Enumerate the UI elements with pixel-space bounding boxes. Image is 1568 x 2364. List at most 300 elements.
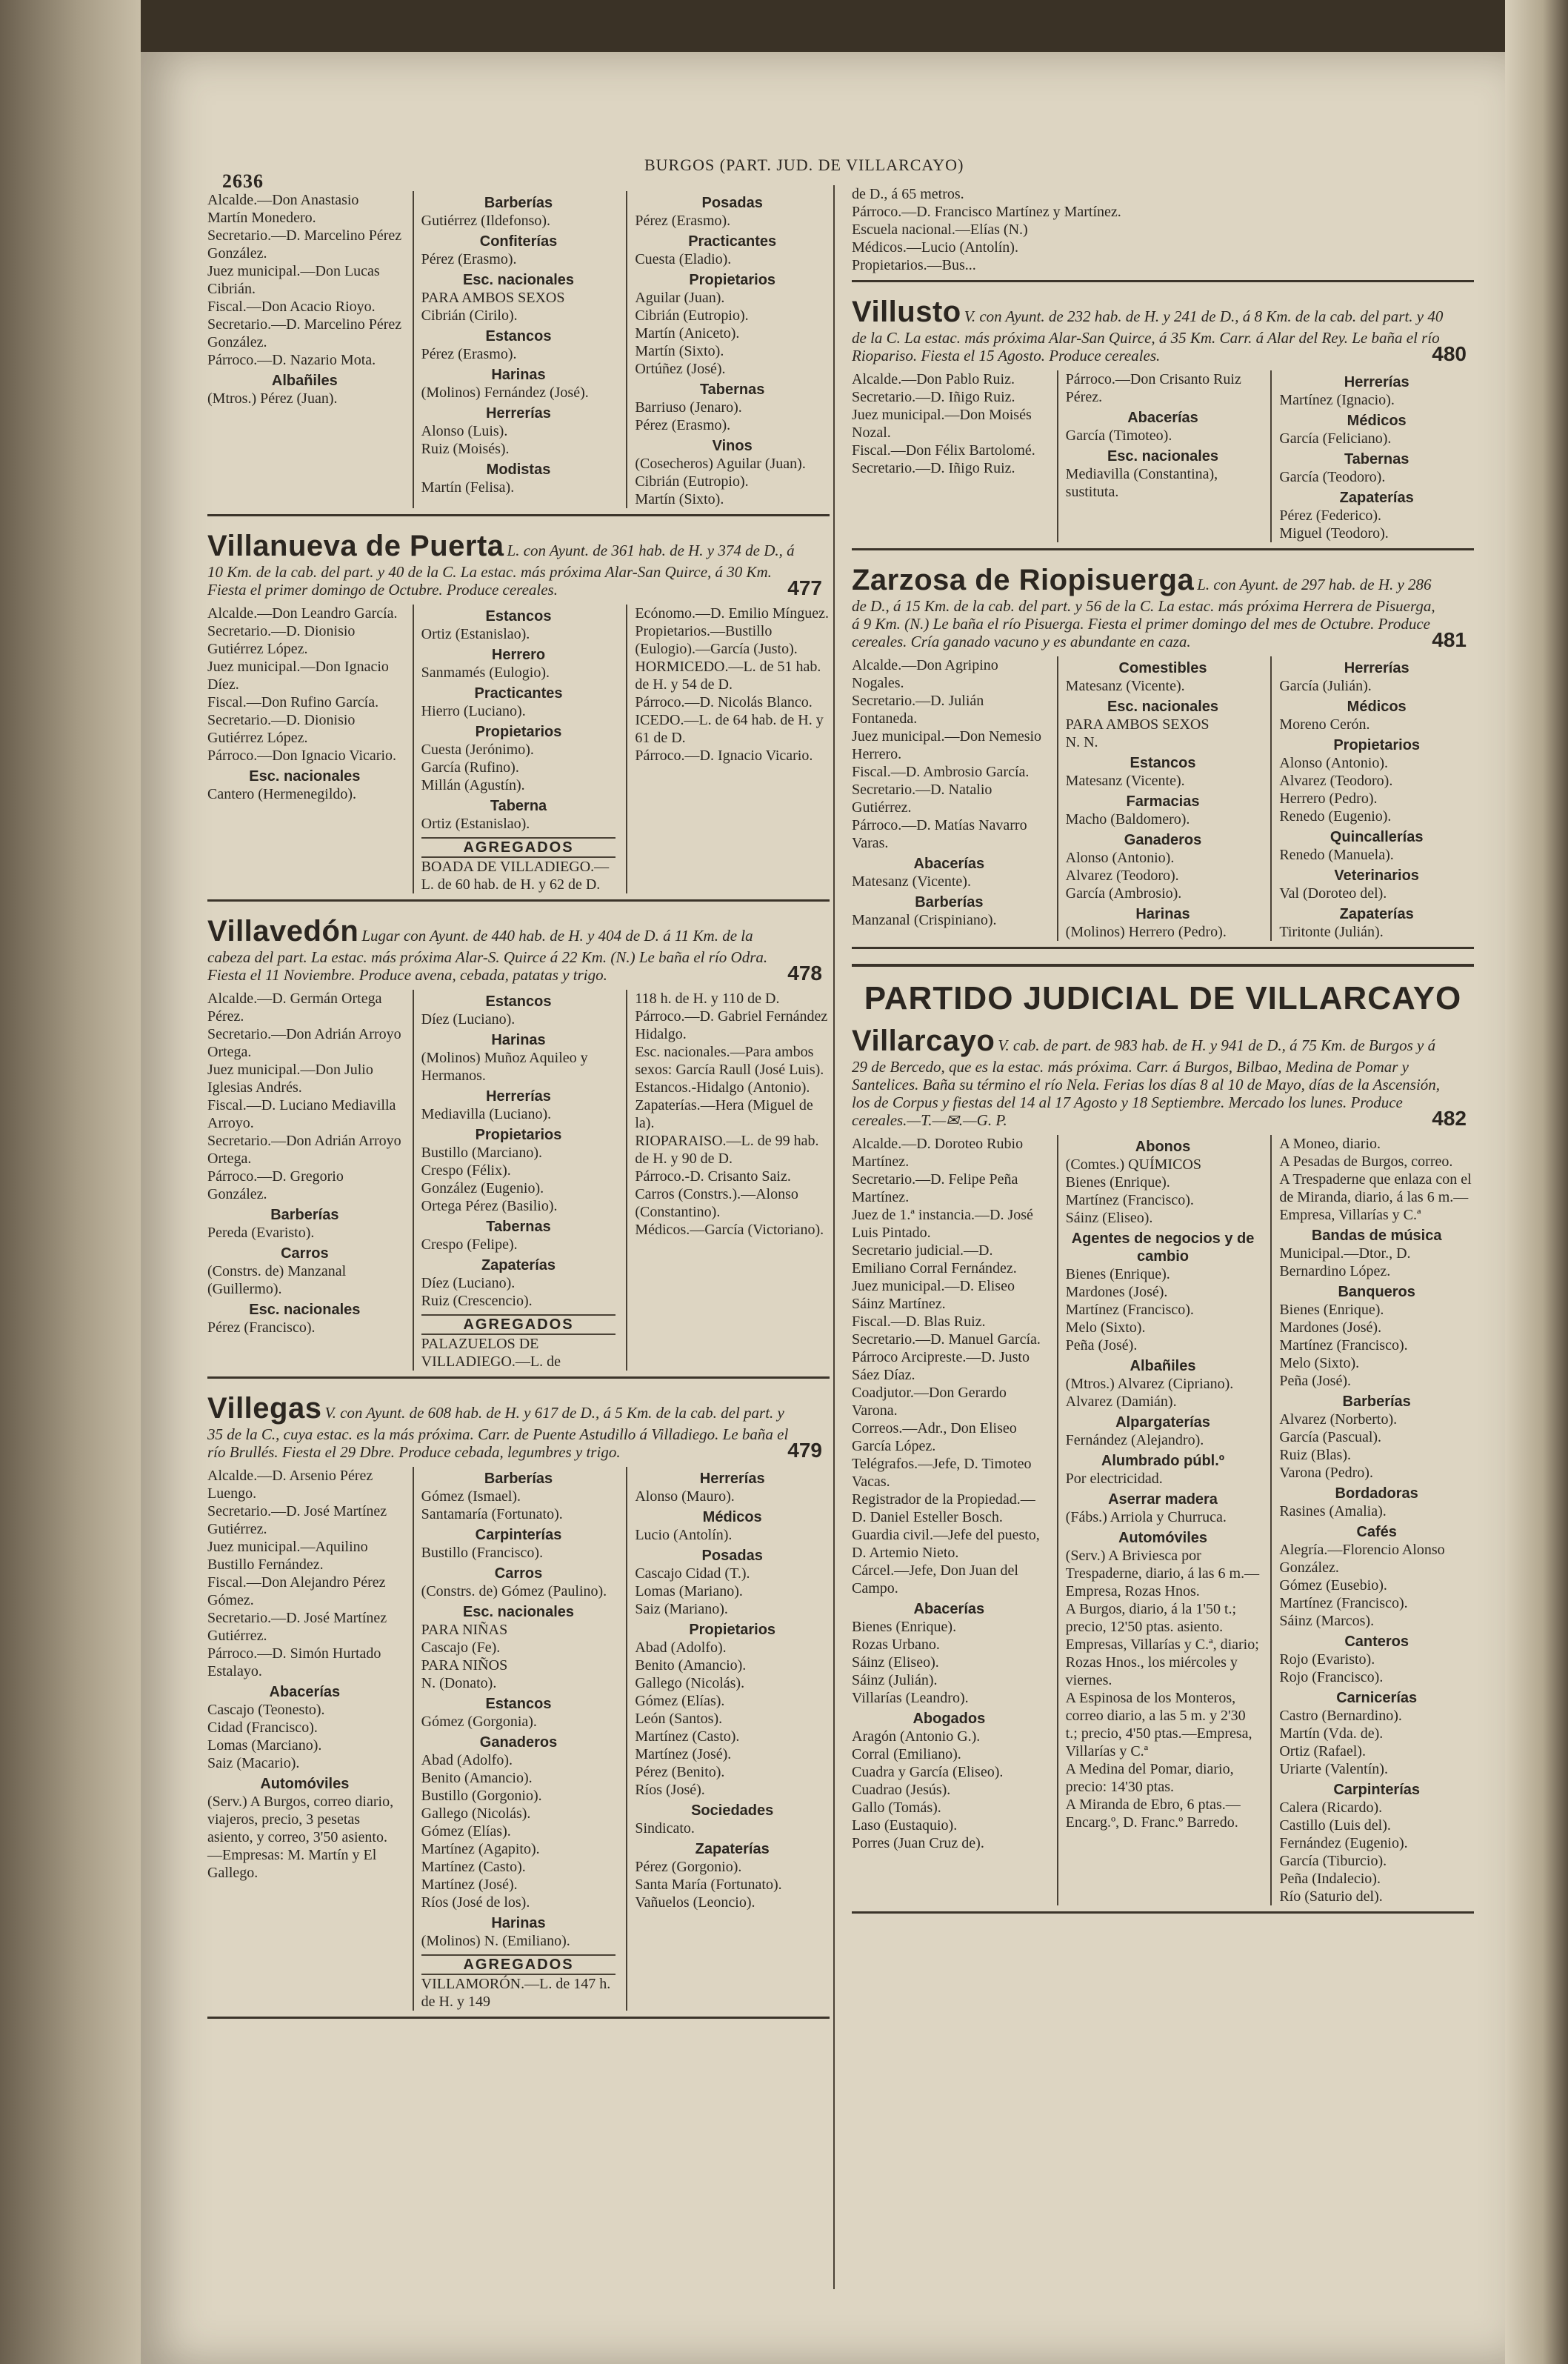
listing-item: Cibrián (Eutropio). xyxy=(635,307,749,324)
listing-item: Mardones (José). xyxy=(1065,1284,1168,1300)
listing-item: Cascajo (Teonesto). xyxy=(207,1702,325,1718)
listing-item: Castillo (Luis del). xyxy=(1279,1817,1391,1834)
official-item: Propietarios.—Bustillo (Eulogio).—García (Justo). xyxy=(635,623,798,657)
official-item: RIOPARAISO.—L. de 99 hab. de H. y 90 de D. xyxy=(635,1133,819,1167)
right-column xyxy=(852,185,1474,1927)
listing-item: Lomas (Mariano). xyxy=(635,1583,743,1599)
entry-col-1 xyxy=(852,1135,1047,1905)
entry-villanueva xyxy=(207,530,830,902)
official-item: Juez municipal.—D. Eliseo Sáinz Martínez. xyxy=(852,1278,1015,1312)
listing-item: Martín (Sixto). xyxy=(635,491,724,507)
entry-description: V. con Ayunt. de 232 hab. de H. y 241 de D., á 8 Km. de la cab. del part. y 40 de la C. La estac. más próxima Alar-San Quirce, á 35 Km. Carr. á Alar del Rey. Le baña el río Riopariso. Fiesta el 15 Agosto. Produce cereales. xyxy=(852,307,1444,364)
official-item: 118 h. de H. y 110 de D. xyxy=(635,990,780,1007)
listing-item: García (Julián). xyxy=(1279,678,1372,694)
entry-header xyxy=(852,296,1474,364)
listing-item: Alvarez (Teodoro). xyxy=(1065,868,1179,884)
listing-item: Ortúñez (José). xyxy=(635,361,726,377)
listing-item: Barriuso (Jenaro). xyxy=(635,399,742,416)
official-item: Secretario.—D. Dionisio Gutiérrez López. xyxy=(207,712,356,746)
listing-item: Moreno Cerón. xyxy=(1279,716,1370,733)
entry-header xyxy=(852,1025,1474,1129)
listing-item: Aguilar (Juan). xyxy=(635,290,725,306)
entry-name: Villegas xyxy=(207,1392,322,1425)
listing-item: (Comtes.) QUÍMICOS xyxy=(1065,1156,1202,1173)
official-item: Secretario.—D. Marcelino Pérez González. xyxy=(207,316,402,350)
entry-col-1 xyxy=(852,370,1047,542)
listing-item: Cidad (Francisco). xyxy=(207,1719,318,1736)
running-title: BURGOS (PART. JUD. DE VILLARCAYO) xyxy=(644,156,964,174)
listing-item: Hierro (Luciano). xyxy=(421,703,526,719)
listing-item: Mediavilla (Constantina), sustituta. xyxy=(1065,466,1218,500)
listing-item: Cascajo Cidad (T.). xyxy=(635,1565,750,1582)
listing-item: (Mtros.) Alvarez (Cipriano). xyxy=(1065,1376,1234,1392)
listing-item: Sáinz (Eliseo). xyxy=(852,1654,939,1671)
official-item: Carros (Constrs.).—Alonso (Constantino). xyxy=(635,1186,798,1220)
entry-col-3 xyxy=(1270,656,1474,941)
listing-item: Martín (Sixto). xyxy=(635,343,724,359)
listing-item: Crespo (Felipe). xyxy=(421,1236,518,1253)
official-item: Fiscal.—Don Acacio Rioyo. xyxy=(207,299,376,315)
listing-item: Párroco.—Don Crisanto Ruiz Pérez. xyxy=(1065,371,1241,405)
official-item: Cárcel.—Jefe, Don Juan del Campo. xyxy=(852,1562,1018,1596)
entry-villarcayo xyxy=(852,1025,1474,1914)
official-item: Juez de 1.ª instancia.—D. José Luis Pintado. xyxy=(852,1207,1033,1241)
section-heading: Modistas xyxy=(486,462,551,478)
entry-col-2 xyxy=(413,191,616,508)
listing-item: Peña (José). xyxy=(1279,1373,1351,1389)
entry-col-1 xyxy=(852,656,1047,941)
official-item: Alcalde.—Don Pablo Ruiz. xyxy=(852,371,1015,387)
left-column xyxy=(207,185,830,2032)
listing-item: Bienes (Enrique). xyxy=(852,1619,957,1635)
official-item: Secretario.—D. José Martínez Gutiérrez. xyxy=(207,1503,387,1537)
listing-item: Ortiz (Estanislao). xyxy=(421,816,530,832)
agregados-heading: AGREGADOS xyxy=(421,1314,616,1335)
entry-columns xyxy=(852,370,1474,542)
agregados-heading: AGREGADOS xyxy=(421,1954,616,1975)
entry-zarzosa xyxy=(852,564,1474,949)
listing-item: (Constrs. de) Manzanal (Guillermo). xyxy=(207,1263,347,1297)
section-heading: Harinas xyxy=(491,1032,546,1048)
entry-col-3 xyxy=(626,1467,830,2011)
official-item: Párroco Arcipreste.—D. Justo Sáez Díaz. xyxy=(852,1349,1030,1383)
official-item: Juez municipal.—Don Julio Iglesias Andrés. xyxy=(207,1062,373,1096)
section-heading: Herrerías xyxy=(1344,660,1409,676)
section-heading: Zapaterías xyxy=(695,1841,770,1857)
section-heading: Barberías xyxy=(1342,1394,1411,1410)
page xyxy=(141,52,1505,2364)
listing-item: Manzanal (Crispiniano). xyxy=(852,912,997,928)
entry-columns xyxy=(852,656,1474,941)
entry-col-3 xyxy=(626,191,830,508)
listing-item: Benito (Amancio). xyxy=(635,1657,747,1674)
listing-item: Abad (Adolfo). xyxy=(635,1639,727,1656)
listing-item: Gómez (Eusebio). xyxy=(1279,1577,1387,1594)
entry-number: 480 xyxy=(1432,342,1467,365)
listing-item: Cascajo (Fe). xyxy=(421,1639,501,1656)
listing-item: (Constrs. de) Gómez (Paulino). xyxy=(421,1583,607,1599)
official-item: Médicos.—García (Victoriano). xyxy=(635,1222,824,1238)
official-item: Alcalde.—D. Doroteo Rubio Martínez. xyxy=(852,1136,1024,1170)
official-item: Secretario.—D. Natalio Gutiérrez. xyxy=(852,782,992,816)
listing-item: Bustillo (Gorgonio). xyxy=(421,1788,542,1804)
listing-item: Renedo (Manuela). xyxy=(1279,847,1394,863)
listing-item: N. N. xyxy=(1065,734,1098,750)
section-heading: Carpinterías xyxy=(475,1527,562,1543)
listing-item: Bustillo (Francisco). xyxy=(421,1545,544,1561)
section-heading: Automóviles xyxy=(1118,1530,1208,1546)
entry-villavedon xyxy=(207,915,830,1379)
section-heading: Esc. nacionales xyxy=(249,1302,361,1318)
listing-item: Saiz (Mariano). xyxy=(635,1601,728,1617)
agregados-text: PALAZUELOS DE VILLADIEGO.—L. de xyxy=(421,1336,561,1370)
official-item: Párroco.—D. Nicolás Blanco. xyxy=(635,694,813,710)
listing-item: Pérez (Erasmo). xyxy=(635,417,731,433)
entry-col-3 xyxy=(1270,1135,1474,1905)
listing-item: García (Ambrosio). xyxy=(1065,885,1182,902)
official-item: Juez municipal.—Don Nemesio Herrero. xyxy=(852,728,1042,762)
listing-item: Millán (Agustín). xyxy=(421,777,525,793)
section-heading: Canteros xyxy=(1344,1634,1409,1650)
listing-item: A Burgos, diario, á la 1'50 t.; precio, 12'50 ptas. asiento. Empresas, Villarías y C.ª, diario; Rozas Hnos., los miércoles y viernes. xyxy=(1065,1601,1259,1688)
entry-villusto xyxy=(852,296,1474,550)
official-item: Fiscal.—D. Ambrosio García. xyxy=(852,764,1030,780)
section-heading: Barberías xyxy=(270,1207,339,1223)
official-item: Alcalde.—D. Germán Ortega Pérez. xyxy=(207,990,382,1025)
listing-item: Martínez (José). xyxy=(635,1746,732,1762)
section-heading: Propietarios xyxy=(689,1622,776,1638)
listing-item: Cibrián (Cirilo). xyxy=(421,307,518,324)
listing-item: Díez (Luciano). xyxy=(421,1011,516,1028)
section-heading: Propietarios xyxy=(475,724,562,740)
listing-item: Crespo (Félix). xyxy=(421,1162,511,1179)
entry-description: V. con Ayunt. de 608 hab. de H. y 617 de D., á 5 Km. de la cab. del part. y 35 de la C., cuya estac. es la más próxima. Carr. de Puente Astudillo á Villadiego. Le baña el río Brullés. Fiesta el 29 Dbre. Produce cebada, legumbres y trigo. xyxy=(207,1404,789,1461)
official-item: Fiscal.—Don Alejandro Pérez Gómez. xyxy=(207,1574,386,1608)
section-heading: Barberías xyxy=(915,894,984,910)
section-heading: Posadas xyxy=(701,1548,763,1564)
official-item: Juez municipal.—Don Ignacio Díez. xyxy=(207,659,389,693)
section-heading: Estancos xyxy=(485,993,552,1010)
listing-item: PARA NIÑOS xyxy=(421,1657,508,1674)
entry-number: 482 xyxy=(1432,1107,1467,1130)
entry-col-3 xyxy=(626,605,830,893)
listing-item: Vañuelos (Leoncio). xyxy=(635,1894,755,1911)
section-heading: Comestibles xyxy=(1118,660,1207,676)
section-heading: Herrerías xyxy=(486,1088,551,1105)
entry-number: 481 xyxy=(1432,628,1467,651)
section-heading: Propietarios xyxy=(689,272,776,288)
entry-villegas xyxy=(207,1392,830,2019)
entry-name: Villusto xyxy=(852,296,961,328)
section-heading: Bordadoras xyxy=(1335,1485,1418,1502)
listing-item: Ríos (José). xyxy=(635,1782,705,1798)
agregados-text: VILLAMORÓN.—L. de 147 h. de H. y 149 xyxy=(421,1976,611,2010)
official-item: Alcalde.—D. Arsenio Pérez Luengo. xyxy=(207,1468,373,1502)
official-item: Juez municipal.—Aquilino Bustillo Fernández. xyxy=(207,1539,368,1573)
listing-item: Ruiz (Crescencio). xyxy=(421,1293,533,1309)
listing-item: Corral (Emiliano). xyxy=(852,1746,961,1762)
section-heading: Harinas xyxy=(491,1915,546,1931)
listing-item: Santa María (Fortunato). xyxy=(635,1877,782,1893)
listing-item: Martínez (Casto). xyxy=(421,1859,526,1875)
listing-item: Lomas (Marciano). xyxy=(207,1737,322,1754)
entry-continued-top xyxy=(207,191,830,516)
section-heading: Carros xyxy=(494,1565,543,1582)
listing-item: Alvarez (Teodoro). xyxy=(1279,773,1393,789)
entry-col-2 xyxy=(413,1467,616,2011)
section-heading: Tabernas xyxy=(486,1219,551,1235)
entry-name: Zarzosa de Riopisuerga xyxy=(852,564,1195,596)
official-item: Párroco.—D. Francisco Martínez y Martínez. xyxy=(852,204,1121,220)
section-heading: Esc. nacionales xyxy=(462,272,575,288)
official-item: Correos.—Adr., Don Eliseo García López. xyxy=(852,1420,1017,1454)
listing-item: Matesanz (Vicente). xyxy=(1065,773,1185,789)
listing-item: Cuesta (Eladio). xyxy=(635,251,732,267)
section-heading: Bandas de música xyxy=(1311,1228,1442,1244)
listing-item: Fernández (Alejandro). xyxy=(1065,1432,1204,1448)
listing-item: Cuadrao (Jesús). xyxy=(852,1782,951,1798)
listing-item: Cibrián (Eutropio). xyxy=(635,473,749,490)
entry-name: Villarcayo xyxy=(852,1025,995,1057)
section-heading: Herrerías xyxy=(1344,374,1409,390)
official-item: Secretario.—D. Iñigo Ruiz. xyxy=(852,460,1015,476)
entry-columns xyxy=(207,605,830,893)
listing-item: Fernández (Eugenio). xyxy=(1279,1835,1408,1851)
listing-item: Bienes (Enrique). xyxy=(1065,1174,1170,1191)
section-heading: Ganaderos xyxy=(1124,832,1202,848)
entry-col-2 xyxy=(413,990,616,1371)
official-item: Párroco.—D. Gregorio González. xyxy=(207,1168,344,1202)
listing-item: Gallego (Nicolás). xyxy=(421,1805,531,1822)
official-item: Escuela nacional.—Elías (N.) xyxy=(852,222,1028,238)
official-item: Secretario.—D. Manuel García. xyxy=(852,1331,1041,1348)
listing-item: García (Teodoro). xyxy=(1279,469,1386,485)
listing-item: (Molinos) Herrero (Pedro). xyxy=(1065,924,1227,940)
official-item: Médicos.—Lucio (Antolín). xyxy=(852,239,1018,256)
official-item: Juez municipal.—Don Lucas Cibrián. xyxy=(207,263,380,297)
listing-item: Ortiz (Rafael). xyxy=(1279,1743,1366,1759)
entry-col-3 xyxy=(1270,370,1474,542)
listing-item: Ortega Pérez (Basilio). xyxy=(421,1198,558,1214)
section-heading: Practicantes xyxy=(688,233,777,250)
listing-item: Tiritonte (Julián). xyxy=(1279,924,1384,940)
listing-item: Martín (Vda. de). xyxy=(1279,1725,1384,1742)
listing-item: Saiz (Macario). xyxy=(207,1755,300,1771)
listing-item: Pérez (Erasmo). xyxy=(635,213,731,229)
listing-item: Santamaría (Fortunato). xyxy=(421,1506,563,1522)
official-item: Fiscal.—Don Félix Bartolomé. xyxy=(852,442,1035,459)
listing-item: A Medina del Pomar, diario, precio: 14'30 ptas. xyxy=(1065,1761,1234,1795)
official-item: Alcalde.—Don Agripino Nogales. xyxy=(852,657,998,691)
section-heading: Estancos xyxy=(485,608,552,625)
section-heading: Herrero xyxy=(491,647,546,663)
agregados-text: BOADA DE VILLADIEGO.—L. de 60 hab. de H. y 62 de D. xyxy=(421,859,610,893)
section-heading: Médicos xyxy=(1347,413,1407,429)
section-heading: Esc. nacionales xyxy=(249,768,361,785)
listing-item: Alonso (Antonio). xyxy=(1279,755,1389,771)
listing-item: Rojo (Francisco). xyxy=(1279,1669,1384,1685)
entry-number: 478 xyxy=(787,962,822,985)
section-heading: Harinas xyxy=(1135,906,1190,922)
listing-item: Mardones (José). xyxy=(1279,1319,1382,1336)
official-item: Párroco.—D. Simón Hurtado Estalayo. xyxy=(207,1645,381,1679)
listing-item: Villarías (Leandro). xyxy=(852,1690,969,1706)
section-heading: Tabernas xyxy=(699,382,765,398)
entry-col-3 xyxy=(626,990,830,1371)
official-item: Juez municipal.—Don Moisés Nozal. xyxy=(852,407,1032,441)
section-heading: Estancos xyxy=(485,1696,552,1712)
entry-description: L. con Ayunt. de 297 hab. de H. y 286 de D., á 15 Km. de la cab. del part. y 56 de la C. La estac. más próxima Herrera de Pisuerga, á 9 Km. (N.) Le baña el río Pisuerga. Fiesta el primer domingo del mes de Octubre. Produce cereales. Cría ganado vacuno y es abundante en caza. xyxy=(852,576,1435,650)
entry-name: Villanueva de Puerta xyxy=(207,530,504,562)
listing-item: Benito (Amancio). xyxy=(421,1770,533,1786)
listing-item: A Miranda de Ebro, 6 ptas.—Encarg.º, D. Franc.º Barredo. xyxy=(1065,1797,1241,1831)
section-heading: Esc. nacionales xyxy=(1107,699,1219,715)
listing-item: Alegría.—Florencio Alonso González. xyxy=(1279,1542,1445,1576)
continued-lines xyxy=(852,185,1474,274)
listing-item: Martín (Aniceto). xyxy=(635,325,740,342)
listing-item: Uriarte (Valentín). xyxy=(1279,1761,1388,1777)
listing-item: (Serv.) A Briviesca por Trespaderne, diario, á las 6 m.—Empresa, Rozas Hnos. xyxy=(1065,1548,1260,1599)
section-heading: Vinos xyxy=(712,438,753,454)
section-heading: Carros xyxy=(281,1245,329,1262)
listing-item: Bienes (Enrique). xyxy=(1065,1266,1170,1282)
entry-name: Villavedón xyxy=(207,915,359,948)
listing-item: León (Santos). xyxy=(635,1711,723,1727)
listing-item: Martínez (Ignacio). xyxy=(1279,392,1395,408)
listing-item: Pérez (Francisco). xyxy=(207,1319,316,1336)
section-heading: Estancos xyxy=(485,328,552,344)
section-heading: Herrerías xyxy=(486,405,551,422)
listing-item: Peña (José). xyxy=(1065,1337,1138,1354)
listing-item: Martínez (José). xyxy=(421,1877,518,1893)
entry-col-2 xyxy=(1057,1135,1261,1905)
listing-item: PARA AMBOS SEXOS xyxy=(421,290,565,306)
section-heading: Sociedades xyxy=(691,1802,774,1819)
listing-item: Pérez (Gorgonio). xyxy=(635,1859,742,1875)
listing-item: Cuesta (Jerónimo). xyxy=(421,742,534,758)
listing-item: Peña (Indalecio). xyxy=(1279,1871,1381,1887)
entry-columns xyxy=(207,191,830,508)
section-heading: Alumbrado públ.º xyxy=(1101,1453,1225,1469)
official-item: de D., á 65 metros. xyxy=(852,186,964,202)
entry-description: V. cab. de part. de 983 hab. de H. y 941 de D., á 75 Km. de Burgos y á 29 de Bercedo, que es la estac. más próxima. Carr. á Burgos, Bilbao, Medina de Pomar y Santelices. Baña su término el río Nela. Ferias los días 8 al 10 de Mayo, días de la Ascensión, los de Corpus y fiestas del 14 al 17 Agosto y 18 Septiembre. Mercado los lunes. Produce cereales.—T.—✉.—G. P. xyxy=(852,1036,1441,1129)
listing-item: Alonso (Luis). xyxy=(421,423,508,439)
official-item: Esc. nacionales.—Para ambos sexos: García Raull (José Luis). xyxy=(635,1044,824,1078)
listing-item: (Fábs.) Arriola y Churruca. xyxy=(1065,1509,1227,1525)
entry-col-1 xyxy=(207,1467,402,2011)
section-heading: Tabernas xyxy=(1344,451,1409,467)
listing-item: A Pesadas de Burgos, correo. xyxy=(1279,1153,1453,1170)
listing-item: Gómez (Gorgonia). xyxy=(421,1714,537,1730)
listing-item: Martín (Felisa). xyxy=(421,479,515,496)
entry-description: Lugar con Ayunt. de 440 hab. de H. y 404 de D. á 11 Km. de la cabeza del part. La estac. más próxima Alar-S. Quirce á 22 Km. (N.) Le baña el río Odra. Fiesta el 11 Noviembre. Produce avena, cebada, patatas y trigo. xyxy=(207,927,768,984)
listing-item: Martínez (Francisco). xyxy=(1065,1302,1194,1318)
section-heading: Carpinterías xyxy=(1333,1782,1421,1798)
official-item: Coadjutor.—Don Gerardo Varona. xyxy=(852,1385,1007,1419)
official-item: Telégrafos.—Jefe, D. Timoteo Vacas. xyxy=(852,1456,1032,1490)
section-heading: Abonos xyxy=(1135,1139,1191,1155)
section-heading: Aserrar madera xyxy=(1108,1491,1218,1508)
agregados-heading: AGREGADOS xyxy=(421,837,616,858)
listing-item: Alvarez (Norberto). xyxy=(1279,1411,1398,1428)
listing-item: Porres (Juan Cruz de). xyxy=(852,1835,984,1851)
official-item: Secretario.—D. Iñigo Ruiz. xyxy=(852,389,1015,405)
official-item: Registrador de la Propiedad.—D. Daniel Esteller Bosch. xyxy=(852,1491,1035,1525)
entry-header xyxy=(852,564,1474,650)
listing-item: Ruiz (Blas). xyxy=(1279,1447,1351,1463)
listing-item: Miguel (Teodoro). xyxy=(1279,525,1389,542)
listing-item: Pereda (Evaristo). xyxy=(207,1225,315,1241)
listing-item: García (Timoteo). xyxy=(1065,427,1172,444)
entry-col-2 xyxy=(1057,370,1261,542)
listing-item: (Mtros.) Pérez (Juan). xyxy=(207,390,338,407)
listing-item: Gómez (Ismael). xyxy=(421,1488,521,1505)
listing-item: Alvarez (Damián). xyxy=(1065,1394,1177,1410)
partido-heading: PARTIDO JUDICIAL DE VILLARCAYO xyxy=(852,964,1474,1017)
official-item: Fiscal.—D. Blas Ruiz. xyxy=(852,1313,986,1330)
official-item: Secretario.—Don Adrián Arroyo Ortega. xyxy=(207,1026,401,1060)
official-item: Secretario judicial.—D. Emiliano Corral Fernández. xyxy=(852,1242,1017,1276)
listing-item: Cuadra y García (Eliseo). xyxy=(852,1764,1004,1780)
listing-item: Gómez (Elías). xyxy=(421,1823,511,1839)
listing-item: (Molinos) Fernández (José). xyxy=(421,384,589,401)
listing-item: Ríos (José de los). xyxy=(421,1894,530,1911)
entry-columns xyxy=(207,1467,830,2011)
official-item: Fiscal.—Don Rufino García. xyxy=(207,694,379,710)
listing-item: González (Eugenio). xyxy=(421,1180,544,1196)
listing-item: Abad (Adolfo). xyxy=(421,1752,513,1768)
section-heading: Abacerías xyxy=(269,1684,341,1700)
official-item: ICEDO.—L. de 64 hab. de H. y 61 de D. xyxy=(635,712,824,746)
listing-item: Alonso (Antonio). xyxy=(1065,850,1175,866)
official-item: HORMICEDO.—L. de 51 hab. de H. y 54 de D. xyxy=(635,659,821,693)
entry-col-1 xyxy=(207,990,402,1371)
section-heading: Practicantes xyxy=(474,685,563,702)
section-heading: Albañiles xyxy=(271,373,338,389)
listing-item: (Serv.) A Burgos, correo diario, viajeros, precio, 3 pesetas asiento, y correo, 3'50 asiento.—Empresas: M. Martín y El Gallego. xyxy=(207,1794,394,1881)
official-item: Párroco.—Don Ignacio Vicario. xyxy=(207,748,397,764)
listing-item: Pérez (Erasmo). xyxy=(421,251,517,267)
section-heading: Carnicerías xyxy=(1336,1690,1418,1706)
listing-item: García (Feliciano). xyxy=(1279,430,1392,447)
listing-item: Laso (Eustaquio). xyxy=(852,1817,958,1834)
listing-item: (Cosecheros) Aguilar (Juan). xyxy=(635,456,806,472)
entry-continued-top-right xyxy=(852,185,1474,282)
official-item: Párroco.—D. Nazario Mota. xyxy=(207,352,376,368)
section-heading: Albañiles xyxy=(1130,1358,1196,1374)
section-heading: Confiterías xyxy=(479,233,558,250)
entry-columns xyxy=(207,990,830,1371)
section-heading: Cafés xyxy=(1356,1524,1397,1540)
listing-item: A Espinosa de los Monteros, correo diario, a las 5 m. y 2'30 t.; precio, 4'50 ptas.—Empresa, Villarías y C.ª xyxy=(1065,1690,1252,1759)
section-heading: Ganaderos xyxy=(479,1734,558,1751)
entry-header xyxy=(207,1392,830,1461)
listing-item: A Trespaderne que enlaza con el de Miranda, diario, á las 6 m.—Empresa, Villarías y C.ª xyxy=(1279,1171,1472,1223)
listing-item: Melo (Sixto). xyxy=(1279,1355,1360,1371)
listing-item: Pérez (Federico). xyxy=(1279,507,1382,524)
listing-item: Río (Saturio del). xyxy=(1279,1888,1383,1905)
listing-item: García (Tiburcio). xyxy=(1279,1853,1387,1869)
book-right-edge xyxy=(1505,0,1568,2364)
section-heading: Veterinarios xyxy=(1334,868,1419,884)
listing-item: Lucio (Antolín). xyxy=(635,1527,733,1543)
listing-item: Bustillo (Marciano). xyxy=(421,1145,542,1161)
entry-number: 479 xyxy=(787,1439,822,1462)
listing-item: Gallo (Tomás). xyxy=(852,1799,941,1816)
section-heading: Propietarios xyxy=(475,1127,562,1143)
listing-item: Por electricidad. xyxy=(1065,1471,1163,1487)
section-heading: Alpargaterías xyxy=(1115,1414,1210,1431)
